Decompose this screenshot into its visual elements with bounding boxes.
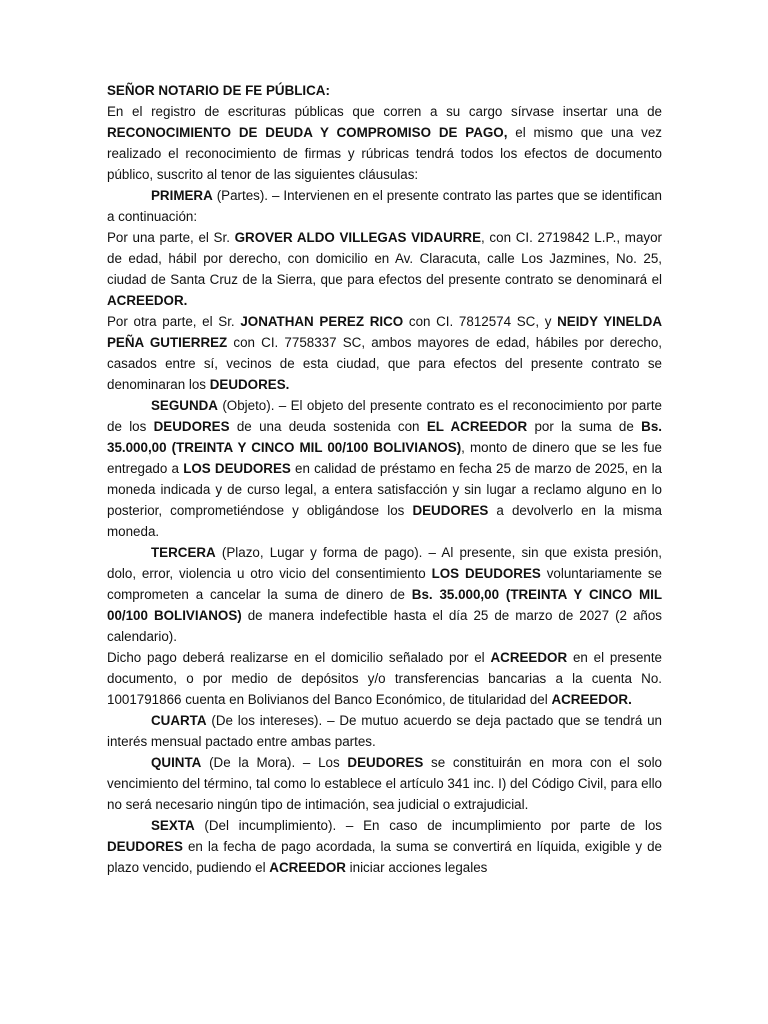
tercera-text-2: voluntariamente se comprometen a cancelar la suma de dinero de bbox=[107, 566, 663, 602]
document-heading bbox=[107, 80, 662, 101]
parte2-text-3: con CI. 7758337 SC, ambos mayores de edad, hábiles por derecho, casados entre sí, vecinos de esta ciudad, que para efectos del presente contrato se denominaran los bbox=[107, 335, 663, 392]
segunda-bold-3: EL ACREEDOR bbox=[426, 419, 528, 434]
segunda-text-4: , monto de dinero que se les fue entregado a bbox=[107, 440, 662, 476]
quinta-text-2: se constituirán en mora con el solo vencimiento del término, tal como lo establece el artículo 341 inc. I) del Código Civil, para ello no será necesario ningún tipo de intimación, sea judicial o extrajudicial. bbox=[107, 755, 662, 812]
pago-bold-1: ACREEDOR bbox=[490, 650, 568, 665]
parte2-name-2: NEIDY YINELDA PEÑA GUTIERREZ bbox=[107, 314, 662, 350]
primera-label: PRIMERA bbox=[151, 188, 213, 203]
clause-quinta bbox=[107, 752, 662, 815]
quinta-text-1: (De la Mora). – Los bbox=[201, 755, 348, 770]
tercera-bold-2: LOS DEUDORES bbox=[431, 566, 541, 581]
quinta-bold-2: DEUDORES bbox=[347, 755, 424, 770]
intro-title-bold: RECONOCIMIENTO DE DEUDA Y COMPROMISO DE PAGO, bbox=[107, 125, 508, 140]
intro-text-2: el mismo que una vez realizado el reconocimiento de firmas y rúbricas tendrá todos los efectos de documento público, suscrito al tenor de las siguientes cláusulas: bbox=[107, 125, 662, 182]
parte2-text-2: con CI. 7812574 SC, y bbox=[403, 314, 558, 329]
sexta-bold-3: ACREEDOR bbox=[269, 860, 346, 875]
intro-text-1: En el registro de escrituras públicas que corren a su cargo sírvase insertar una de bbox=[107, 104, 662, 119]
parte2-role: DEUDORES. bbox=[209, 377, 290, 392]
cuarta-label: CUARTA bbox=[151, 713, 207, 728]
segunda-text-2: de una deuda sostenida con bbox=[229, 419, 427, 434]
segunda-bold-5: LOS DEUDORES bbox=[183, 461, 291, 476]
sexta-label: SEXTA bbox=[151, 818, 195, 833]
segunda-text-3: por la suma de bbox=[527, 419, 642, 434]
tercera-text-3: de manera indefectible hasta el día 25 de marzo de 2027 (2 años calendario). bbox=[107, 608, 662, 644]
sexta-text-3: iniciar acciones legales bbox=[345, 860, 488, 875]
segunda-amount: Bs. 35.000,00 (TREINTA Y CINCO MIL 00/100 BOLIVIANOS) bbox=[107, 419, 662, 455]
intro-paragraph bbox=[107, 101, 662, 185]
clause-primera bbox=[107, 185, 662, 227]
clause-sexta bbox=[107, 815, 662, 878]
segunda-text-5: en calidad de préstamo en fecha 25 de marzo de 2025, en la moneda indicada y de curso legal, a entera satisfacción y sin lugar a reclamo alguno en lo posterior, comprometiéndose y obligándose los bbox=[107, 461, 662, 518]
sexta-text-1: (Del incumplimiento). – En caso de incumplimiento por parte de los bbox=[194, 818, 662, 833]
parte2-text-1: Por otra parte, el Sr. bbox=[107, 314, 241, 329]
sexta-text-2: en la fecha de pago acordada, la suma se convertirá en líquida, exigible y de plazo vencido, pudiendo el bbox=[107, 839, 662, 875]
tercera-label: TERCERA bbox=[151, 545, 216, 560]
parte1-text-1: Por una parte, el Sr. bbox=[107, 230, 235, 245]
payment-paragraph bbox=[107, 647, 662, 710]
parte1-role: ACREEDOR. bbox=[107, 293, 188, 308]
clause-tercera bbox=[107, 542, 662, 647]
clause-segunda bbox=[107, 395, 662, 542]
tercera-text-1: (Plazo, Lugar y forma de pago). – Al presente, sin que exista presión, dolo, error, violencia u otro vicio del consentimiento bbox=[107, 545, 662, 581]
party-acreedor-paragraph bbox=[107, 227, 662, 311]
party-deudores-paragraph bbox=[107, 311, 662, 395]
segunda-text-6: a devolverlo en la misma moneda. bbox=[107, 503, 663, 539]
segunda-text-1: (Objeto). – El objeto del presente contrato es el reconocimiento por parte de los bbox=[107, 398, 662, 434]
parte1-text-2: , con CI. 2719842 L.P., mayor de edad, hábil por derecho, con domicilio en Av. Claracuta, calle Los Jazmines, No. 25, ciudad de Santa Cruz de la Sierra, que para efectos del presente contrato se denominará el bbox=[107, 230, 662, 287]
segunda-label: SEGUNDA bbox=[151, 398, 218, 413]
tercera-amount: Bs. 35.000,00 (TREINTA Y CINCO MIL 00/100 BOLIVIANOS) bbox=[107, 587, 662, 623]
parte1-name: GROVER ALDO VILLEGAS VIDAURRE bbox=[234, 230, 482, 245]
clause-cuarta bbox=[107, 710, 662, 752]
segunda-bold-6: DEUDORES bbox=[412, 503, 489, 518]
heading-text: SEÑOR NOTARIO DE FE PÚBLICA: bbox=[107, 83, 330, 98]
cuarta-text: (De los intereses). – De mutuo acuerdo se deja pactado que se tendrá un interés mensual pactado entre ambas partes. bbox=[107, 713, 662, 749]
quinta-label: QUINTA bbox=[151, 755, 202, 770]
pago-bold-2: ACREEDOR. bbox=[551, 692, 632, 707]
document-page bbox=[107, 80, 662, 878]
pago-text-1: Dicho pago deberá realizarse en el domicilio señalado por el bbox=[107, 650, 491, 665]
segunda-bold-2: DEUDORES bbox=[153, 419, 230, 434]
primera-text: (Partes). – Intervienen en el presente contrato las partes que se identifican a continuación: bbox=[107, 188, 662, 224]
pago-text-2: en el presente documento, o por medio de depósitos y/o transferencias bancarias a la cuenta No. 1001791866 cuenta en Bolivianos del Banco Económico, de titularidad del bbox=[107, 650, 663, 707]
parte2-name-1: JONATHAN PEREZ RICO bbox=[240, 314, 404, 329]
sexta-bold-2: DEUDORES bbox=[107, 839, 183, 854]
